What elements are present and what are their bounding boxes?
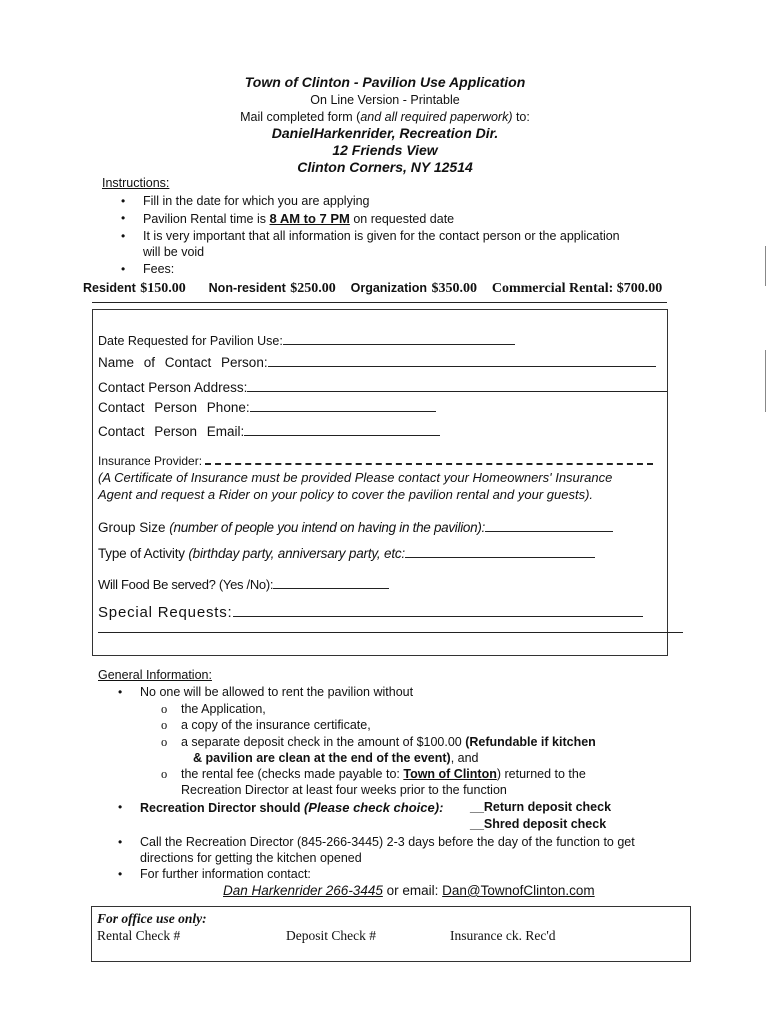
instruction-item: Fees: — [143, 262, 175, 276]
general-subitem-cont — [193, 751, 479, 765]
general-subitem — [181, 735, 596, 749]
contact-address-field[interactable] — [98, 379, 667, 395]
insurance-note-cont: Agent and request a Rider on your policy to cover the pavilion rental and your guests). — [98, 487, 594, 502]
activity-hint: (birthday party, anniversary party, etc: — [188, 546, 405, 561]
sub-bullet-icon: o — [161, 735, 168, 749]
insurance-provider-label: Insurance Provider: — [98, 454, 203, 468]
contact-line — [223, 883, 595, 898]
contact-phone-field[interactable] — [98, 399, 436, 415]
instructions-heading: Instructions: — [102, 176, 170, 190]
shred-deposit-option[interactable]: __Shred deposit check — [470, 817, 607, 831]
contact-address-blank[interactable] — [247, 379, 667, 392]
return-deposit-option[interactable]: __Return deposit check — [470, 800, 612, 814]
rental-fee-post: ) returned to the — [496, 767, 586, 781]
rental-time-pre: Pavilion Rental time is — [143, 212, 270, 226]
food-field[interactable] — [98, 576, 389, 592]
contact-name-phone: Dan Harkenrider 266-3445 — [223, 883, 383, 898]
insurance-provider-field[interactable] — [98, 453, 653, 468]
recipient-name: DanielHarkenrider, Recreation Dir. — [271, 125, 499, 141]
special-requests-field[interactable] — [98, 604, 643, 621]
deposit-choice-hint: (Please check choice): — [303, 800, 444, 815]
insurance-note: (A Certificate of Insurance must be provided Please contact your Homeowners' Insurance — [98, 470, 613, 485]
contact-email-label: Contact Person Email: — [98, 424, 245, 439]
special-requests-blank[interactable] — [233, 604, 643, 617]
general-item: No one will be allowed to rent the pavilion without — [140, 685, 414, 699]
contact-name-blank[interactable] — [268, 354, 656, 367]
mail-italic: and all required paperwork) — [360, 110, 513, 124]
page-subtitle: On Line Version - Printable — [310, 93, 460, 107]
bullet-icon: • — [121, 211, 126, 225]
fee-commercial: Commercial Rental: $700.00 — [491, 281, 663, 296]
payee-name: Town of Clinton — [403, 767, 497, 781]
fee-nonresident-label: Non-resident — [208, 281, 286, 295]
contact-name-label: Name of Contact Person: — [98, 355, 268, 370]
sub-bullet-icon: o — [161, 718, 168, 732]
general-subitem: the Application, — [181, 702, 266, 716]
rental-time: 8 AM to 7 PM — [269, 211, 350, 226]
bullet-icon: • — [118, 867, 123, 881]
margin-mark — [765, 350, 766, 412]
special-requests-label: Special Requests: — [98, 604, 233, 621]
fee-resident-label: Resident — [83, 281, 136, 295]
insurance-provider-blank[interactable] — [205, 453, 653, 465]
general-subitem: a copy of the insurance certificate, — [181, 718, 371, 732]
margin-mark — [765, 246, 766, 286]
deposit-check-label: Deposit Check # — [286, 928, 376, 943]
instruction-item-cont: will be void — [143, 245, 205, 259]
activity-blank[interactable] — [405, 545, 595, 558]
fee-org-label: Organization — [350, 281, 428, 295]
group-size-blank[interactable] — [485, 519, 613, 532]
contact-address-label: Contact Person Address: — [98, 380, 248, 395]
general-item: For further information contact: — [140, 867, 311, 881]
fee-nonresident-amount: $250.00 — [290, 281, 336, 296]
general-subitem-cont: Recreation Director at least four weeks prior to the function — [181, 783, 507, 797]
general-item: Call the Recreation Director (845-266-3445) 2-3 days before the day of the function to get — [140, 835, 635, 849]
special-requests-extra-line[interactable] — [98, 632, 683, 633]
sub-bullet-icon: o — [161, 702, 168, 716]
deposit-pre: a separate deposit check in the amount of $100.00 — [181, 735, 466, 749]
instruction-item — [143, 211, 454, 226]
recipient-street: 12 Friends View — [332, 142, 438, 158]
date-requested-label: Date Requested for Pavilion Use: — [98, 334, 283, 348]
instruction-item: Fill in the date for which you are applying — [143, 194, 370, 208]
page-title: Town of Clinton - Pavilion Use Application — [244, 74, 526, 90]
contact-email-field[interactable] — [98, 423, 440, 439]
rental-fee-pre: the rental fee (checks made payable to: — [181, 767, 404, 781]
mail-pre: Mail completed form ( — [240, 110, 361, 124]
deposit-refund-note: (Refundable if kitchen — [465, 735, 596, 749]
contact-email-blank[interactable] — [244, 423, 440, 436]
deposit-refund-note-cont: & pavilion are clean at the end of the event) — [193, 751, 451, 765]
contact-phone-blank[interactable] — [250, 399, 436, 412]
instruction-item: It is very important that all information is given for the contact person or the application — [143, 229, 620, 243]
fee-resident-amount: $150.00 — [140, 281, 186, 296]
general-info-heading: General Information: — [98, 668, 212, 682]
general-subitem — [181, 767, 586, 781]
bullet-icon: • — [121, 194, 126, 208]
rental-time-post: on requested date — [349, 212, 455, 226]
fees-row — [83, 279, 662, 297]
contact-phone-label: Contact Person Phone: — [98, 400, 250, 415]
bullet-icon: • — [118, 800, 123, 814]
date-requested-blank[interactable] — [283, 332, 515, 345]
contact-name-field[interactable] — [98, 354, 656, 370]
fee-org-amount: $350.00 — [431, 281, 477, 296]
general-item — [140, 800, 443, 815]
bullet-icon: • — [118, 835, 123, 849]
deposit-post: , and — [450, 751, 479, 765]
activity-field[interactable] — [98, 545, 595, 561]
sub-bullet-icon: o — [161, 767, 168, 781]
divider — [92, 302, 667, 303]
food-blank[interactable] — [273, 576, 389, 589]
rental-check-label: Rental Check # — [97, 928, 181, 943]
general-item-cont: directions for getting the kitchen opened — [140, 851, 362, 865]
contact-mid: or email: — [382, 883, 443, 898]
group-size-hint: (number of people you intend on having in the pavilion): — [169, 520, 485, 535]
recipient-city: Clinton Corners, NY 12514 — [297, 159, 473, 175]
bullet-icon: • — [121, 262, 126, 276]
mail-post: to: — [512, 110, 530, 124]
activity-label: Type of Activity — [98, 546, 189, 561]
group-size-field[interactable] — [98, 519, 613, 535]
bullet-icon: • — [121, 229, 126, 243]
insurance-received-label: Insurance ck. Rec'd — [450, 928, 556, 943]
date-requested-field[interactable] — [98, 332, 515, 348]
bullet-icon: • — [118, 685, 123, 699]
deposit-choice-label: Recreation Director should — [140, 801, 304, 815]
mail-instruction — [0, 110, 770, 124]
food-label: Will Food Be served? (Yes /No): — [98, 577, 274, 592]
office-use-heading: For office use only: — [97, 911, 207, 926]
contact-email-link[interactable]: Dan@TownofClinton.com — [442, 883, 595, 898]
group-size-label: Group Size — [98, 520, 170, 535]
